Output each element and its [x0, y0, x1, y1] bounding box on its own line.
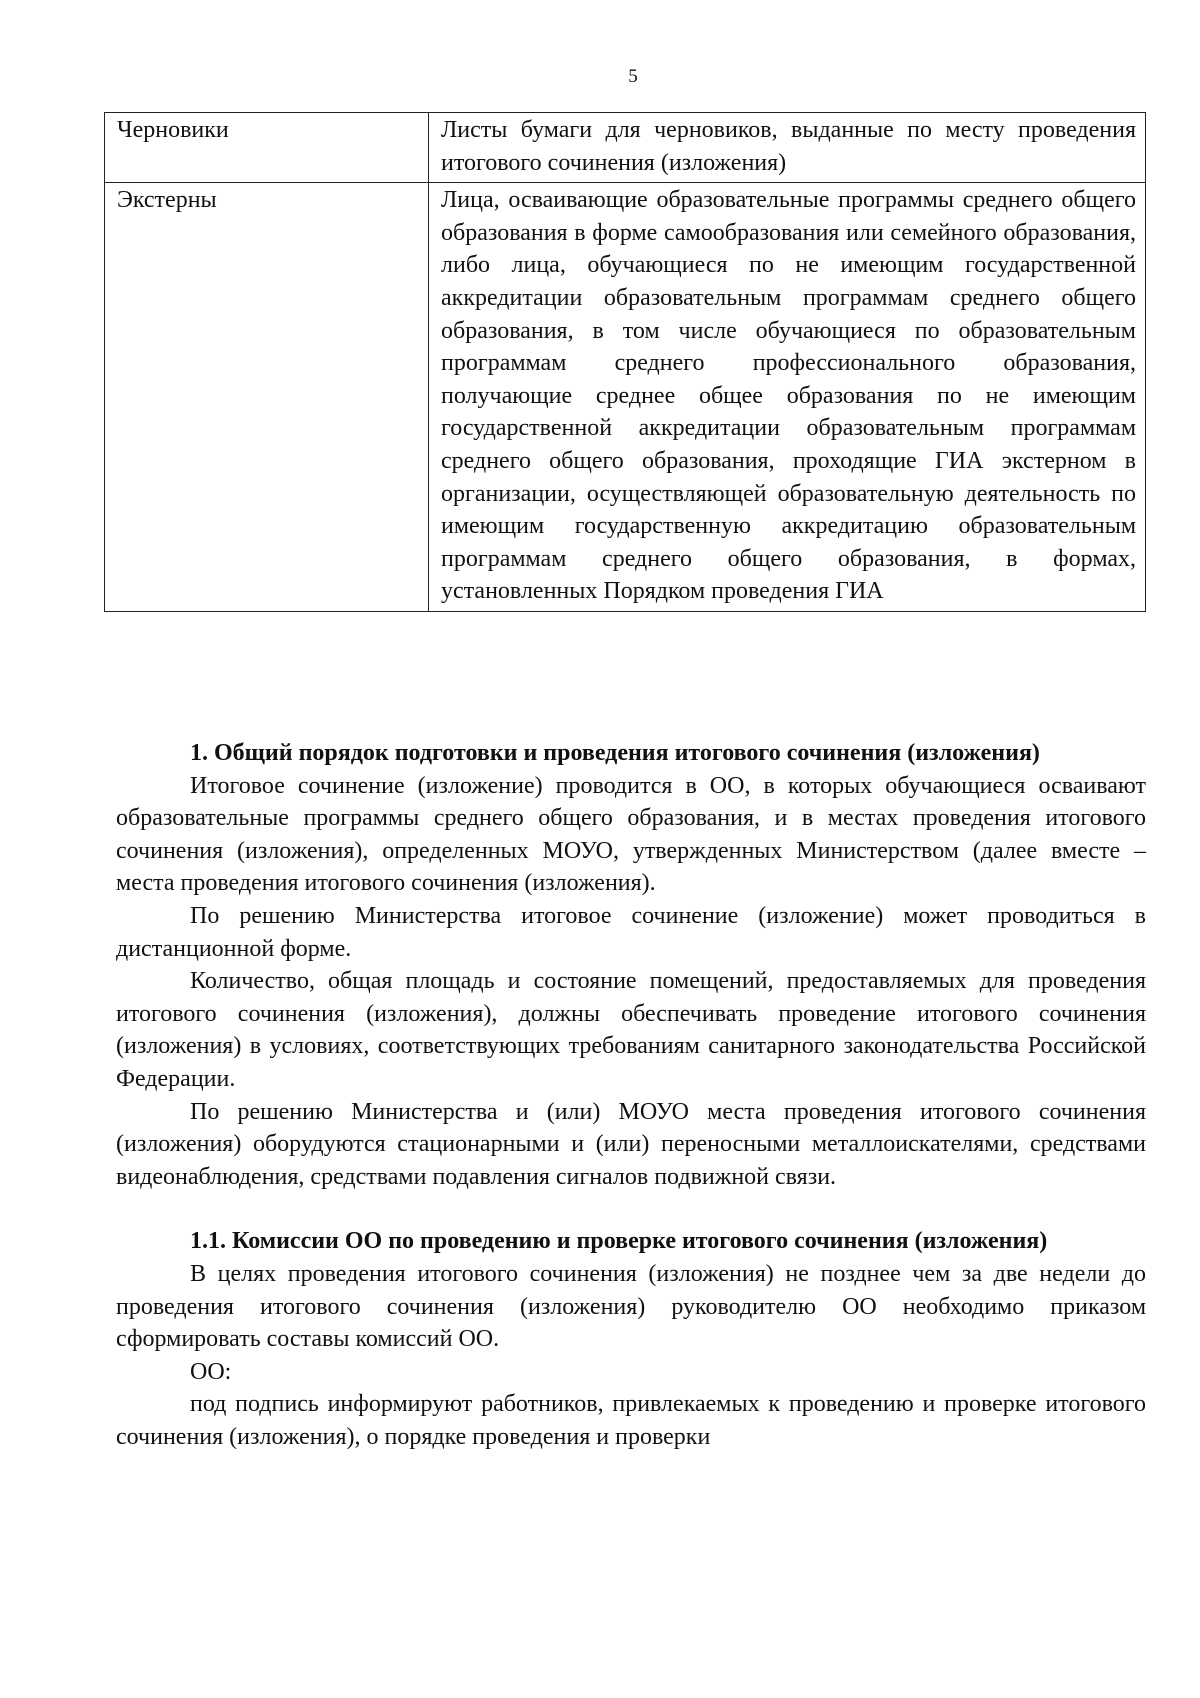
paragraph: В целях проведения итогового сочинения (изложения) не позднее чем за две недели до проведения итогового сочинения (изложения) руководителю ОО необходимо приказом сформировать составы комиссий ОО.	[116, 1260, 1146, 1353]
section-heading: 1. Общий порядок подготовки и проведения итогового сочинения (изложения)	[190, 740, 1040, 766]
paragraph: По решению Министерства и (или) МОУО места проведения итогового сочинения (изложения) оборудуются стационарными и (или) переносными металлоискателями, средствами видеонаблюдения, средствами подавления сигналов подвижной связи.	[116, 1098, 1146, 1190]
paragraph: Количество, общая площадь и состояние помещений, предоставляемых для проведения итогового сочинения (изложения), должны обеспечивать проведение итогового сочинения (изложения) в условиях, соответствующих требованиям санитарного законодательства Российской Федерации.	[116, 968, 1146, 1092]
section-spacer	[116, 1193, 1146, 1225]
table-row	[105, 113, 1146, 183]
table-row	[105, 183, 1146, 612]
definition-cell: Лица, осваивающие образовательные программы среднего общего образования в форме самообразования или семейного образования, либо лица, обучающиеся по не имеющим государственной аккредитации образовательным программам среднего общего образования, в том числе обучающиеся по образовательным программам среднего профессионального образования, получающие среднее общее образования по не имеющим государственной аккредитации образовательным программам среднего общего образования, проходящие ГИА экстерном в организации, осуществляющей образовательную деятельность по имеющим государственную аккредитацию образовательным программам среднего общего образования, в формах, установленных Порядком проведения ГИА	[429, 183, 1146, 612]
document-body	[116, 737, 1146, 1453]
definition-cell: Листы бумаги для черновиков, выданные по месту проведения итогового сочинения (изложения)	[429, 113, 1146, 183]
term-cell: Черновики	[105, 113, 429, 183]
paragraph: По решению Министерства итоговое сочинение (изложение) может проводиться в дистанционной форме.	[116, 902, 1146, 962]
subsection-heading: 1.1. Комиссии ОО по проведению и проверке итогового сочинения (изложения)	[190, 1228, 1048, 1255]
paragraph: под подпись информируют работников, привлекаемых к проведению и проверке итогового сочинения (изложения), о порядке проведения и проверки	[116, 1391, 1146, 1450]
paragraph: ОО:	[190, 1358, 232, 1385]
terms-table	[104, 112, 1146, 612]
paragraph: Итоговое сочинение (изложение) проводится в ОО, в которых обучающиеся осваивают образовательные программы среднего общего образования, и в местах проведения итогового сочинения (изложения), определенных МОУО, утвержденных Министерством (далее вместе – места проведения итогового сочинения (изложения).	[116, 772, 1146, 897]
term-cell: Экстерны	[105, 183, 429, 612]
page-number: 5	[628, 66, 638, 87]
